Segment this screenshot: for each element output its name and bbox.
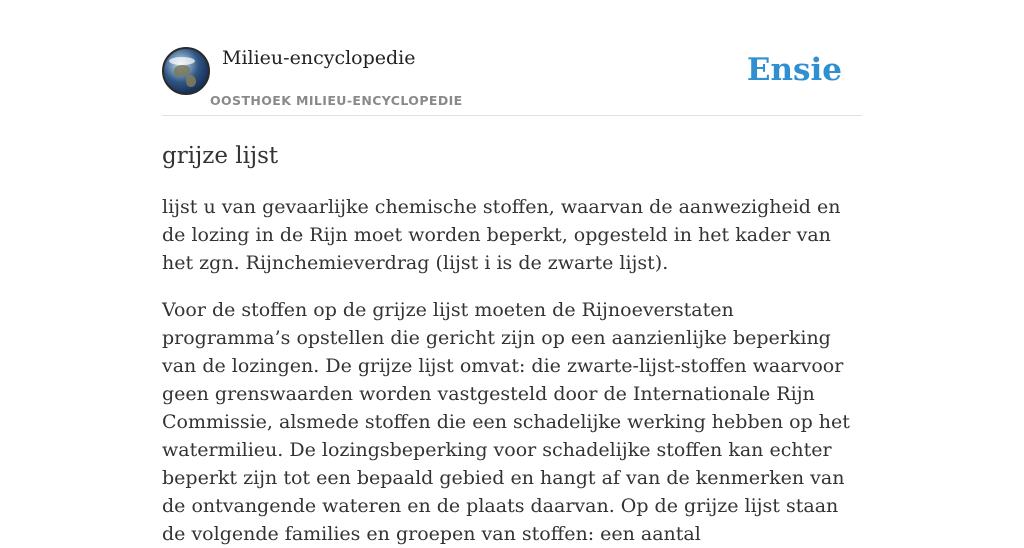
- article-paragraph: lijst u van gevaarlijke chemische stoffen, waarvan de aanwezigheid en de lozing in de Rijn moet worden beperkt, opgesteld in het kader van het zgn. Rijnchemieverdrag (lijst i is de zwarte lijst).: [162, 196, 841, 274]
- globe-land: [186, 75, 196, 87]
- page-title: grijze lijst: [162, 143, 279, 169]
- site-name-link[interactable]: Milieu-encyclopedie: [222, 47, 416, 69]
- site-header: [162, 0, 862, 116]
- page-container: [162, 0, 862, 548]
- article-paragraph: Voor de stoffen op de grijze lijst moeten de Rijnoeverstaten programma’s opstellen die gericht zijn op een aanzienlijke beperking van de lozingen. De grijze lijst omvat: die zwarte-lijst-stoffen waarvoor geen grenswaarden worden vastgesteld door de Internationale Rijn Commissie, alsmede stoffen die een schadelijke werking hebben op het watermilieu. De lozingsbeperking voor schadelijke stoffen kan echter beperkt zijn tot een bepaald gebied en hangt af van de kenmerken van de ontvangende wateren en de plaats daarvan. Op de grijze lijst staan de volgende families en groepen van stoffen: een aantal: [162, 299, 850, 545]
- ensie-logo-link[interactable]: Ensie: [746, 52, 842, 88]
- globe-cloud: [169, 57, 195, 65]
- globe-icon[interactable]: [162, 47, 210, 95]
- site-subtitle: OOSTHOEK MILIEU-ENCYCLOPEDIE: [210, 93, 463, 108]
